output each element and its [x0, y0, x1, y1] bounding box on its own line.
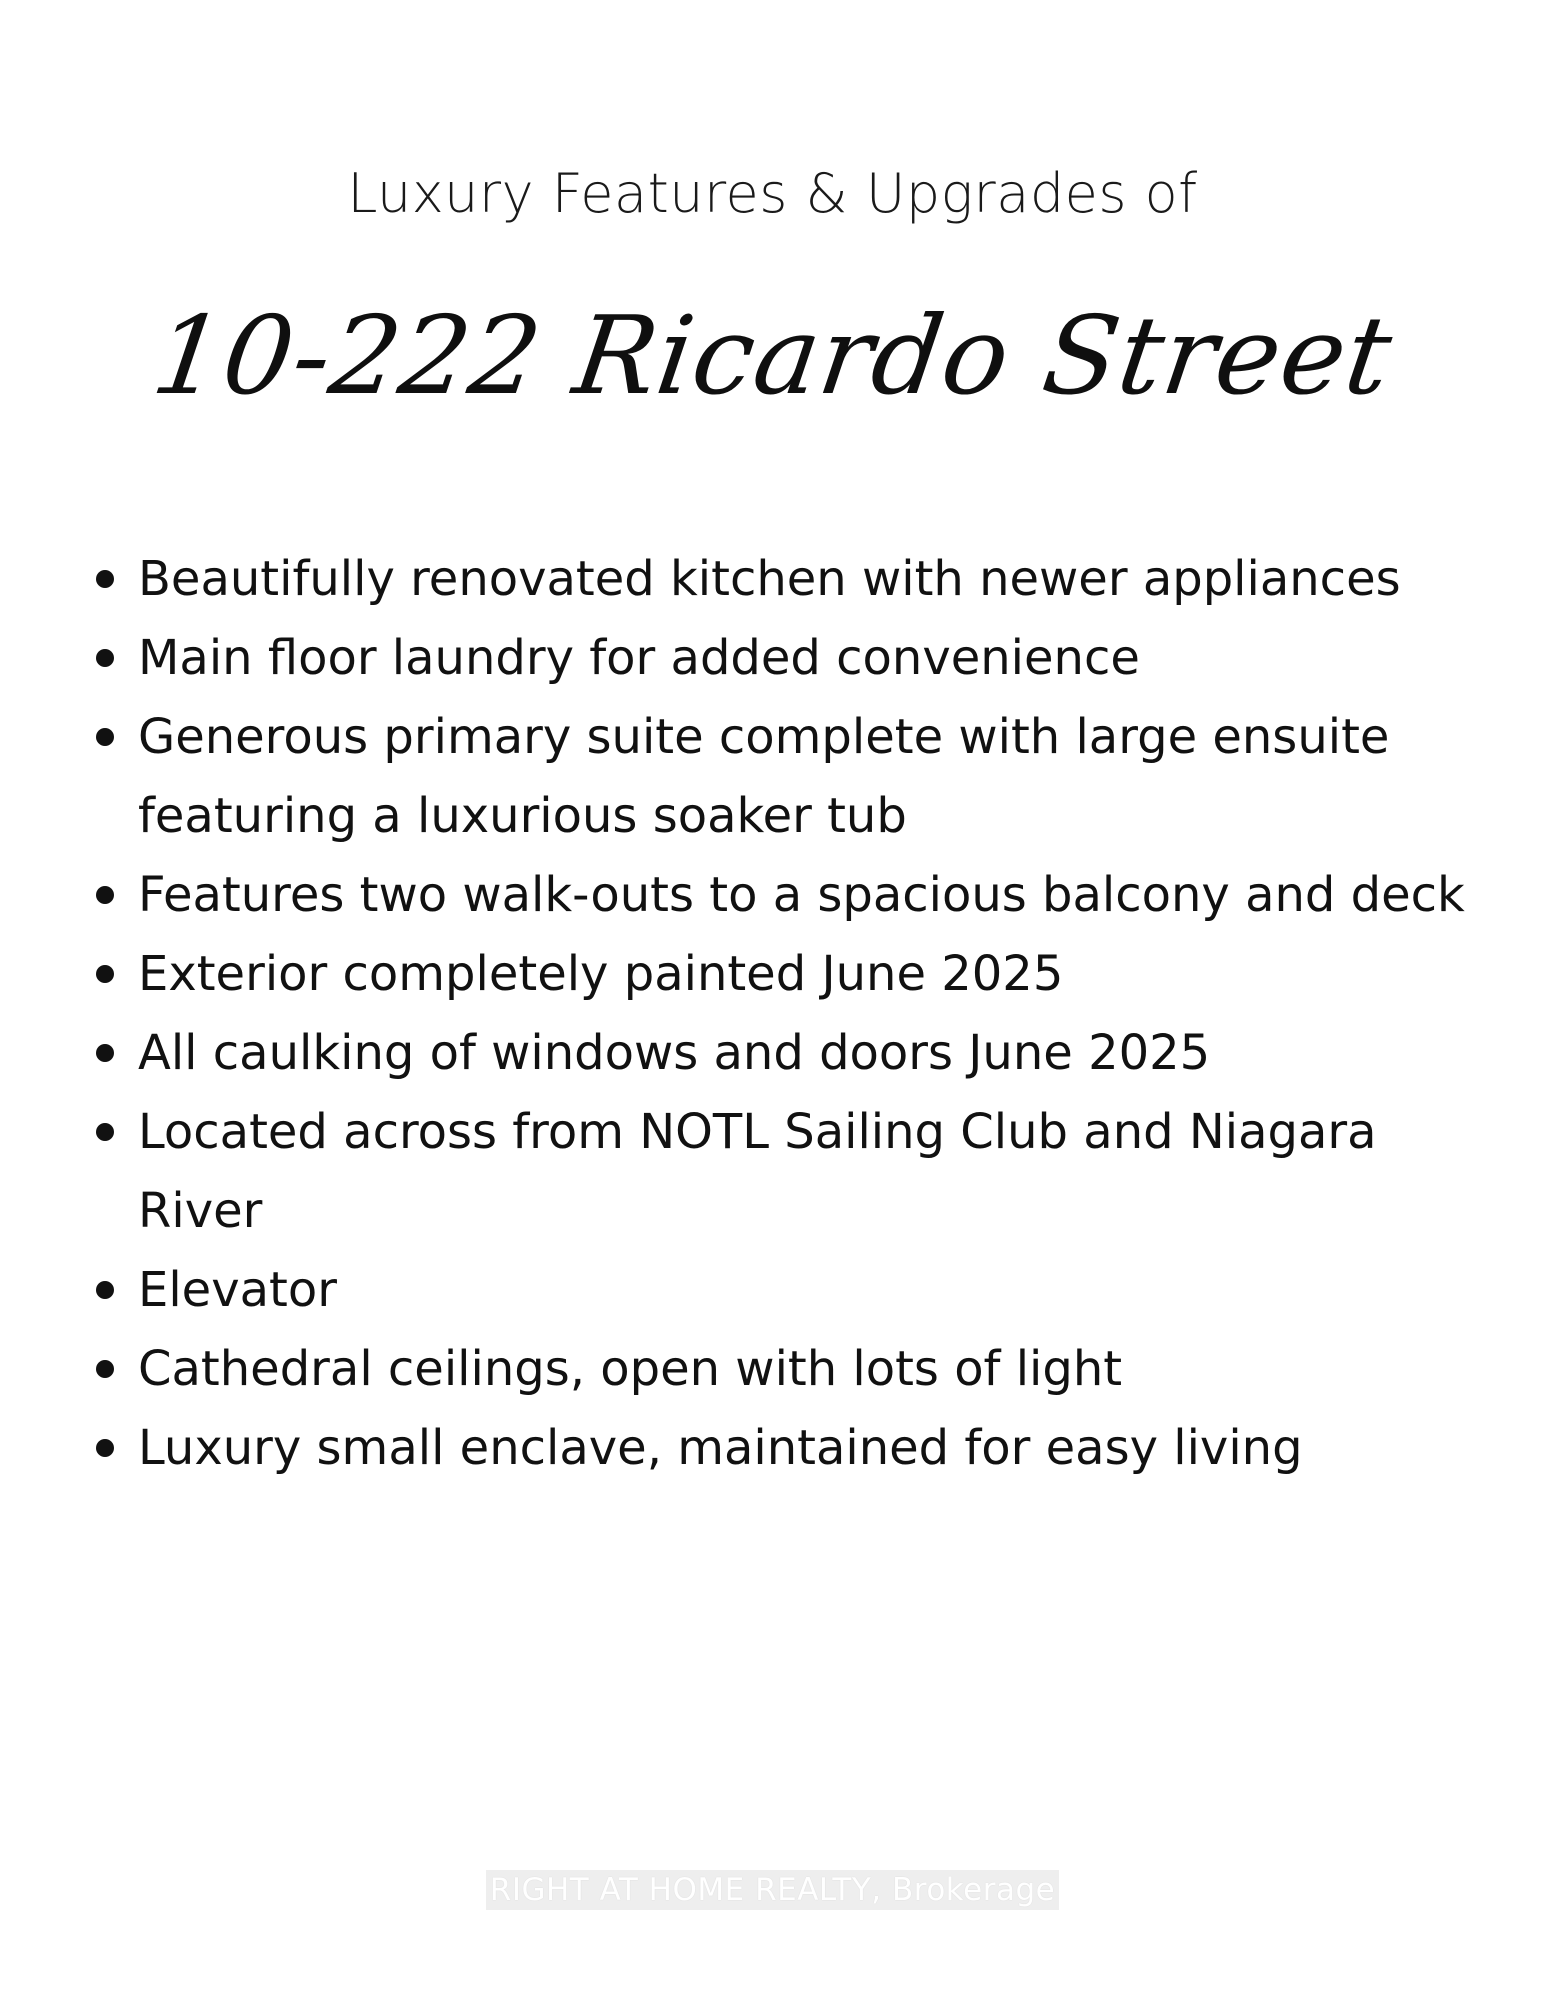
- page-subtitle: Luxury Features & Upgrades of: [347, 162, 1198, 225]
- feature-text: Main floor laundry for added convenience: [138, 630, 1140, 686]
- bullet-icon: [96, 1281, 114, 1299]
- page-title: 10-222 Ricardo Street: [145, 294, 1400, 419]
- feature-item: [138, 1014, 1508, 1093]
- brokerage-watermark: RIGHT AT HOME REALTY, Brokerage: [486, 1870, 1059, 1910]
- feature-text: Exterior completely painted June 2025: [138, 946, 1064, 1002]
- feature-item: [138, 698, 1508, 856]
- bullet-icon: [96, 886, 114, 904]
- feature-item: [138, 856, 1508, 935]
- feature-item: [138, 1093, 1508, 1251]
- feature-text: Luxury small enclave, maintained for easy living: [138, 1420, 1303, 1476]
- bullet-icon: [96, 649, 114, 667]
- bullet-icon: [96, 1123, 114, 1141]
- feature-text: Features two walk-outs to a spacious balcony and deck: [138, 867, 1465, 923]
- feature-item: [138, 540, 1508, 619]
- feature-item: [138, 1330, 1508, 1409]
- feature-item: [138, 1251, 1508, 1330]
- bullet-icon: [96, 965, 114, 983]
- footer: [0, 1870, 1545, 1910]
- feature-item: [138, 1409, 1508, 1488]
- features-list: [138, 540, 1508, 1488]
- feature-text: All caulking of windows and doors June 2025: [138, 1025, 1211, 1081]
- bullet-icon: [96, 570, 114, 588]
- feature-text: Beautifully renovated kitchen with newer appliances: [138, 551, 1401, 607]
- bullet-icon: [96, 1439, 114, 1457]
- bullet-icon: [96, 728, 114, 746]
- bullet-icon: [96, 1044, 114, 1062]
- feature-text: Cathedral ceilings, open with lots of light: [138, 1341, 1123, 1397]
- feature-item: [138, 619, 1508, 698]
- feature-text: Located across from NOTL Sailing Club and Niagara River: [138, 1104, 1377, 1239]
- feature-item: [138, 935, 1508, 1014]
- feature-text: Elevator: [138, 1262, 337, 1318]
- bullet-icon: [96, 1360, 114, 1378]
- feature-text: Generous primary suite complete with large ensuite featuring a luxurious soaker tub: [138, 709, 1390, 844]
